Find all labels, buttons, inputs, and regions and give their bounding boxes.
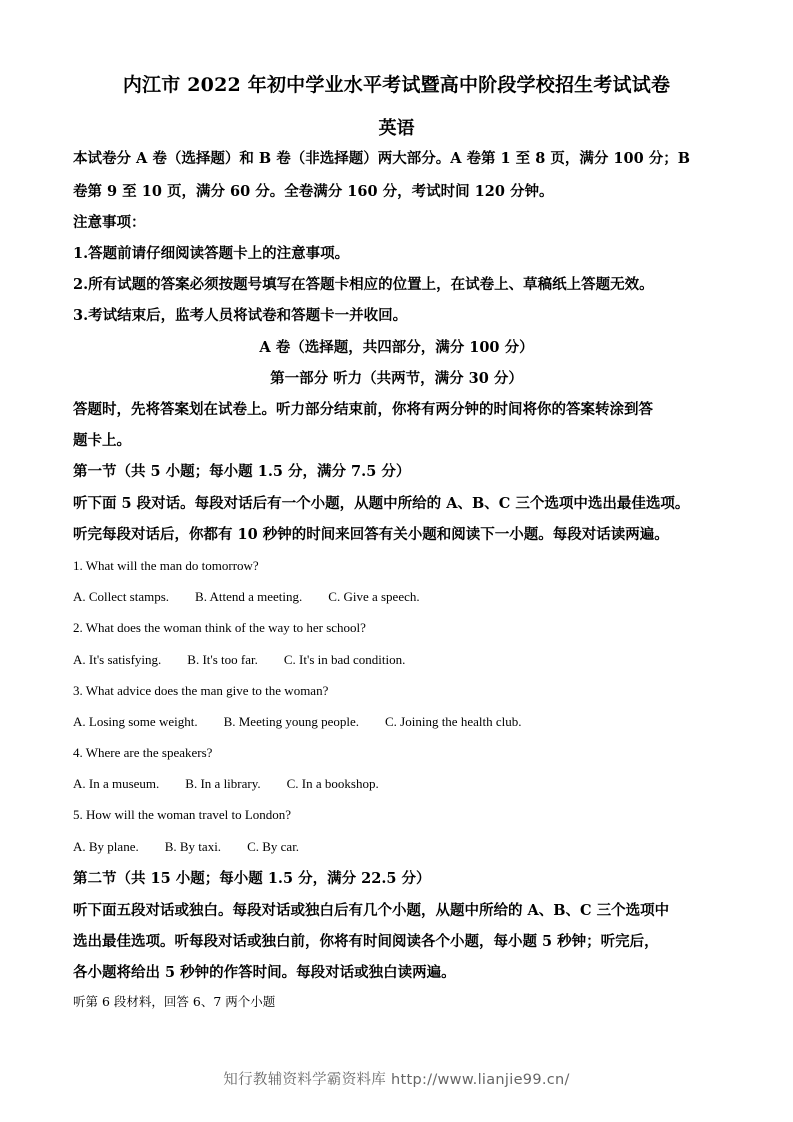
option-b: B. Attend a meeting. <box>195 589 303 604</box>
option-a: A. Collect stamps. <box>73 589 170 604</box>
option-b: B. By taxi. <box>164 839 222 854</box>
footer-watermark: 知行教辅资料学霸资料库 http://www.lianjie99.cn/ <box>223 1072 570 1088</box>
section2-instruction: 各小题将给出 5 秒钟的作答时间。每段对话或独白读两遍。 <box>73 964 456 981</box>
intro-line: 本试卷分 A 卷（选择题）和 B 卷（非选择题）两大部分。A 卷第 1 至 8 页，满分 100 分；B <box>73 150 690 167</box>
section2-instruction: 选出最佳选项。听每段对话或独白前，你将有时间阅读各个小题，每小题 5 秒钟；听完后， <box>73 933 659 950</box>
question-2: 2. What does the woman think of the way to her school? <box>73 620 366 635</box>
section1-heading: 第一节（共 5 小题；每小题 1.5 分，满分 7.5 分） <box>73 463 411 480</box>
part1-instruction: 题卡上。 <box>73 432 131 449</box>
question-3: 3. What advice does the man give to the woman? <box>73 683 329 698</box>
question-5: 5. How will the woman travel to London? <box>73 807 292 822</box>
option-b: B. Meeting young people. <box>223 714 359 729</box>
question-1-options <box>73 587 446 607</box>
note-item: 2.所有试题的答案必须按题号填写在答题卡相应的位置上，在试卷上、草稿纸上答题无效。 <box>73 276 654 293</box>
note-item: 1.答题前请仔细阅读答题卡上的注意事项。 <box>73 245 350 262</box>
question-3-options <box>73 712 547 732</box>
question-1: 1. What will the man do tomorrow? <box>73 558 259 573</box>
option-c: C. In a bookshop. <box>286 776 379 791</box>
section1-instruction: 听下面 5 段对话。每段对话后有一个小题，从题中所给的 A、B、C 三个选项中选出最佳选项。 <box>73 495 690 512</box>
notes-heading: 注意事项： <box>73 214 146 231</box>
material-6-note: 听第 6 段材料，回答 6、7 两个小题 <box>73 994 276 1009</box>
option-c: C. Joining the health club. <box>384 714 522 729</box>
question-4-options <box>73 774 405 794</box>
part1-heading: 第一部分 听力（共两节，满分 30 分） <box>270 370 523 387</box>
question-5-options <box>73 837 325 857</box>
section1-instruction: 听完每段对话后，你都有 10 秒钟的时间来回答有关小题和阅读下一小题。每段对话读两遍。 <box>73 526 669 543</box>
option-b: B. It's too far. <box>187 652 258 667</box>
option-a: A. It's satisfying. <box>73 652 162 667</box>
option-a: A. Losing some weight. <box>73 714 198 729</box>
part1-instruction: 答题时，先将答案划在试卷上。听力部分结束前，你将有两分钟的时间将你的答案转涂到答 <box>73 401 653 418</box>
option-b: B. In a library. <box>185 776 261 791</box>
page-title: 内江市 2022 年初中学业水平考试暨高中阶段学校招生考试试卷 <box>122 74 671 96</box>
section2-instruction: 听下面五段对话或独白。每段对话或独白后有几个小题，从题中所给的 A、B、C 三个选项中 <box>73 902 670 919</box>
option-a: A. In a museum. <box>73 776 160 791</box>
question-2-options <box>73 650 431 670</box>
option-c: C. Give a speech. <box>328 589 420 604</box>
note-item: 3.考试结束后，监考人员将试卷和答题卡一并收回。 <box>73 307 408 324</box>
volume-a-heading: A 卷（选择题，共四部分，满分 100 分） <box>259 339 534 356</box>
question-4: 4. Where are the speakers? <box>73 745 213 760</box>
option-c: C. It's in bad condition. <box>283 652 406 667</box>
option-a: A. By plane. <box>73 839 139 854</box>
option-c: C. By car. <box>247 839 300 854</box>
section2-heading: 第二节（共 15 小题；每小题 1.5 分，满分 22.5 分） <box>73 870 431 887</box>
subject-heading: 英语 <box>378 118 415 139</box>
intro-line: 卷第 9 至 10 页，满分 60 分。全卷满分 160 分，考试时间 120 分钟。 <box>73 183 554 200</box>
